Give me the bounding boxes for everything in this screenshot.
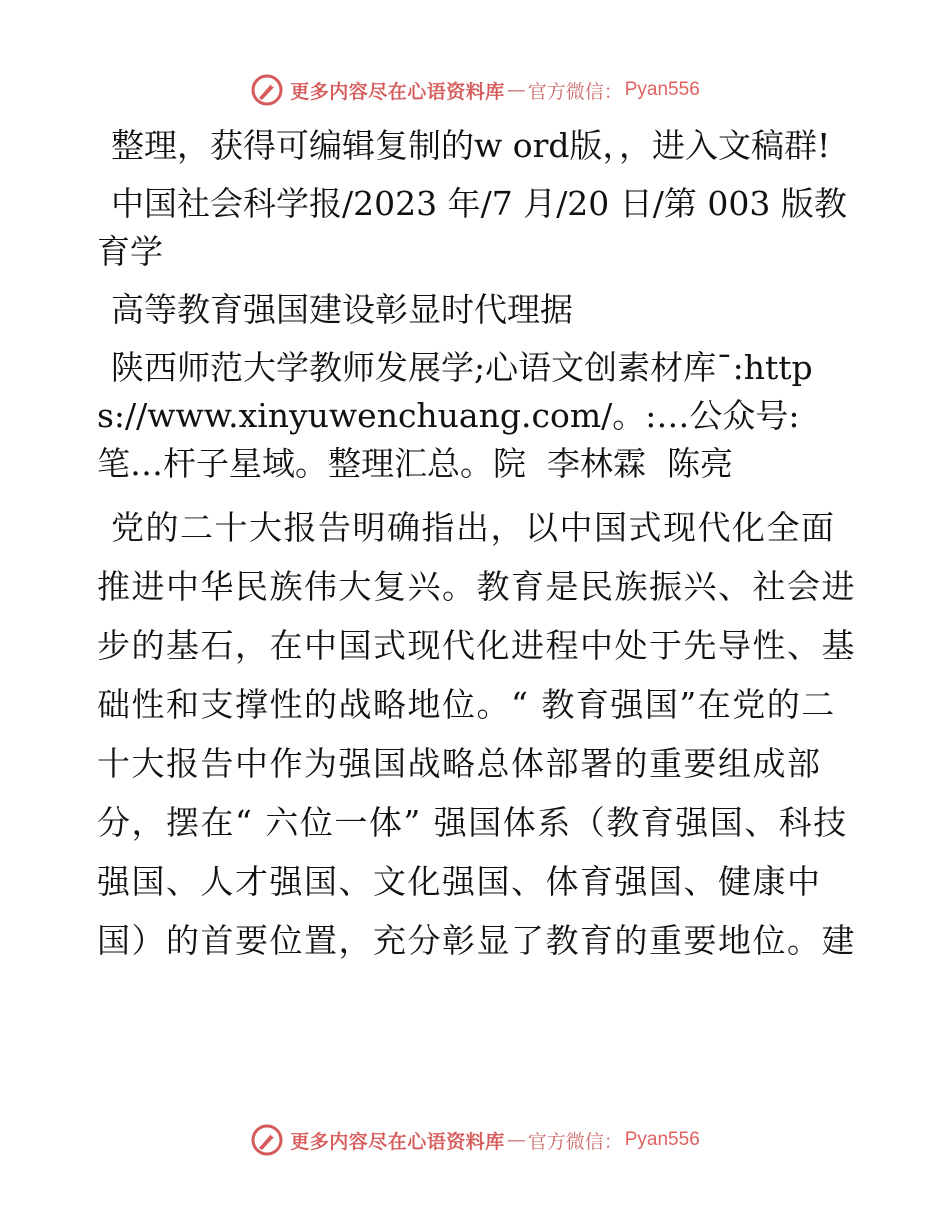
body-paragraph: 党的二十大报告明确指出，以中国式现代化全面推进中华民族伟大复兴。教育是民族振兴、社会进步的基石，在中国式现代化进程中处于先导性、基础性和支撑性的战略地位。“ 教育强国”在党的二十大报告中作为强国战略总体部署的重要组成部分，摆在“ 六位一体” 强国体系（教育强国、科技强国、人才强国、文化强国、体育强国、健康中国）的首要位置，充分彰显了教育的重要地位。建 [97,508,856,960]
watermark-dash: — [506,1129,526,1151]
watermark-dash: — [506,79,526,101]
source-line: 中国社会科学报/2023 年/7 月/20 日/第 003 版教育学 [97,184,847,271]
document-body [97,122,857,970]
article-title: 高等教育强国建设彰显时代理据 [111,290,573,329]
footer-watermark [0,1120,950,1160]
intro-paragraph: 整理，获得可编辑复制的w ord版，，进入文稿群! [111,126,831,165]
watermark-main-text: 更多内容尽在心语资料库 [290,80,505,103]
watermark-wechat-id: Pyan556 [624,1129,700,1150]
watermark-sub-text: 官方微信： [527,80,623,103]
header-watermark [0,70,950,110]
author-line: 陕西师范大学教师发展学;心语文创素材库¯:https://www.xinyuwenchuang.com/。:…公众号:笔…杆子星域。整理汇总。院 李林霖 陈亮 [97,348,813,483]
pen-logo-icon [250,73,284,107]
watermark-wechat-id: Pyan556 [624,79,700,100]
pen-logo-icon [250,1123,284,1157]
watermark-sub-text: 官方微信： [527,1130,623,1153]
watermark-main-text: 更多内容尽在心语资料库 [290,1130,505,1153]
